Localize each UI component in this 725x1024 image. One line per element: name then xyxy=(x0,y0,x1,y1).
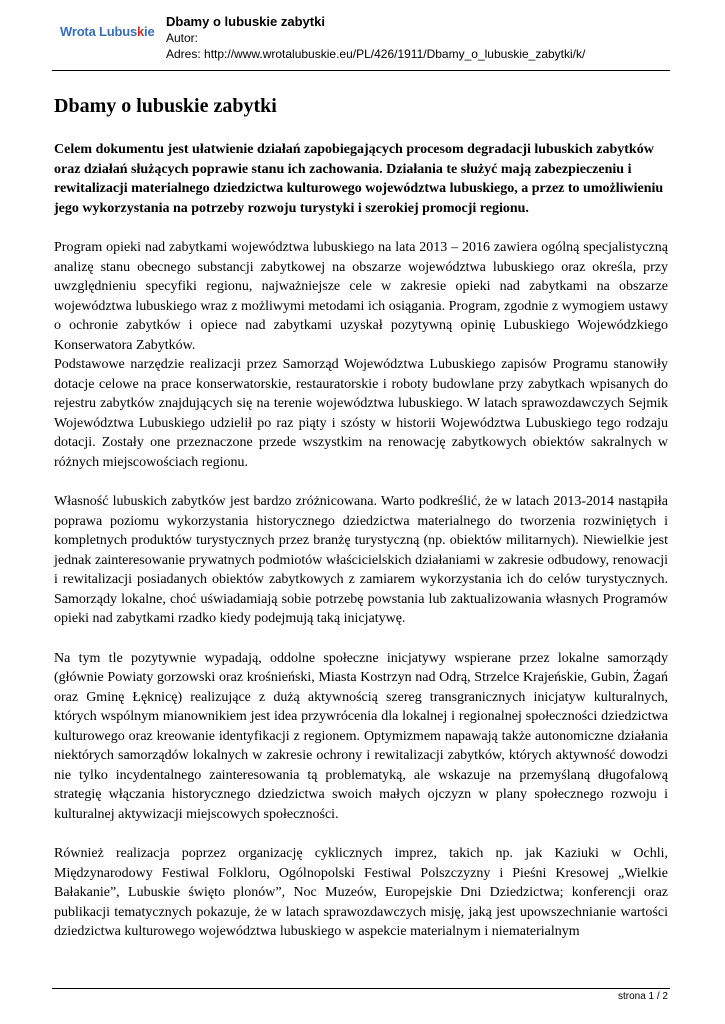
header-author: Autor: xyxy=(166,31,199,45)
footer-divider xyxy=(52,988,670,989)
article-title: Dbamy o lubuskie zabytki xyxy=(54,95,277,117)
logo-text-part3: ie xyxy=(144,24,155,39)
page-number: strona 1 / 2 xyxy=(617,991,668,1002)
header-meta xyxy=(166,14,585,62)
header-divider xyxy=(52,70,670,71)
header-title: Dbamy o lubuskie zabytki xyxy=(166,14,325,29)
article-content xyxy=(54,93,668,942)
article-lead: Celem dokumentu jest ułatwienie działań zapobiegających procesom degradacji lubuskich zabytków oraz działań służących poprawie stanu ich zachowania. Działania te służyć mają zabezpieczeniu i rewitalizacji materialnego dziedzictwa kulturowego województwa lubuskiego, a przez to umożliwieniu jego wykorzystania na potrzeby rozwoju turystyki i szerokiej promocji regionu. xyxy=(54,142,664,216)
article-paragraph-1: Program opieki nad zabytkami województwa lubuskiego na lata 2013 – 2016 zawiera ogólną specjalistyczną analizę stanu obecnego substancji zabytkowej na obszarze województwa lubuskiego oraz określa, przy uwzględnieniu specyfiki regionu, najważniejsze cele w zakresie opieki nad zabytkami na obszarze województwa lubuskiego wraz z możliwymi metodami ich osiągania. Program, zgodnie z wymogiem ustawy o ochronie zabytków i opiece nad zabytkami uzyskał pozytywną opinię Lubuskiego Wojewódzkiego Konserwatora Zabytków. xyxy=(54,240,668,353)
article-paragraph-4: Na tym tle pozytywnie wypadają, oddolne społeczne inicjatywy wspierane przez lokalne samorządy (głównie Powiaty gorzowski oraz krośnieński, Miasta Kostrzyn nad Odrą, Strzelce Krajeńskie, Gubin, Żagań oraz Gminę Łęknicę) realizujące z dużą aktywnością szereg transgranicznych inicjatyw kulturalnych, których wspólnym mianownikiem jest idea przywrócenia dla lokalnej i regionalnej społeczności dziedzictwa kulturowego oraz kreowanie identyfikacji z regionem. Optymizmem napawają także autonomiczne działania niektórych samorządów lokalnych w zakresie ochrony i rewitalizacji zabytków, których aktywność dowodzi nie tylko incydentalnego zainteresowania tą problematyką, ale wskazuje na przemyślaną długofalową strategię włączania historycznego dziedzictwa swoich małych ojczyzn w plany społecznego rozwoju i kulturalnej aktywizacji miejscowych społeczności. xyxy=(54,650,668,822)
article-paragraph-5: Również realizacja poprzez organizację cyklicznych imprez, takich np. jak Kaziuki w Ochli, Międzynarodowy Festiwal Folkloru, Ogólnopolski Festiwal Polszczyzny i Pieśni Kresowej „Wielkie Bałakanie”, Lubuskie święto plonów”, Noc Muzeów, Europejskie Dni Dziedzictwa; konferencji oraz publikacji tematycznych pokazuje, że w latach sprawozdawczych misję, jaką jest upowszechnianie wartości dziedzictwa kulturowego województwa lubuskiego w aspekcie materialnym i niematerialnym xyxy=(54,846,668,939)
article-paragraph-3: Własność lubuskich zabytków jest bardzo zróżnicowana. Warto podkreślić, że w latach 2013-2014 nastąpiła poprawa poziomu wykorzystania historycznego dziedzictwa materialnego do tworzenia rozwiniętych i kompletnych produktów turystycznych przez branżę turystyczną (np. obiektów militarnych). Niewielkie jest jednak zainteresowanie prywatnych podmiotów właścicielskich działaniami w zakresie odbudowy, renowacji i rewitalizacji posiadanych obiektów zabytkowych z zamiarem wykorzystania ich do celów turystycznych. Samorządy lokalne, choć uświadamiają sobie potrzebę powstania lub zaktualizowania własnych Programów opieki nad zabytkami rzadko kiedy podejmują taką inicjatywę. xyxy=(54,494,668,626)
article-paragraph-2: Podstawowe narzędzie realizacji przez Samorząd Województwa Lubuskiego zapisów Programu stanowiły dotacje celowe na prace konserwatorskie, restauratorskie i roboty budowlane przy zabytkach wpisanych do rejestru zabytków znajdujących się na terenie województwa lubuskiego. W latach sprawozdawczych Sejmik Województwa Lubuskiego udzielił po raz piąty i szósty w historii Województwa Lubuskiego tego rodzaju dotacji. Zostały one przeznaczone przede wszystkim na renowację zabytkowych obiektów sakralnych w różnych miejscowościach regionu. xyxy=(54,357,668,470)
wrota-lubuskie-logo[interactable] xyxy=(60,24,154,39)
page-header xyxy=(0,0,725,70)
logo-text-accent: k xyxy=(137,24,145,39)
header-address[interactable]: Adres: http://www.wrotalubuskie.eu/PL/426/1911/Dbamy_o_lubuskie_zabytki/k/ xyxy=(166,47,586,61)
logo-text-part1: Wrota Lubus xyxy=(60,24,137,39)
